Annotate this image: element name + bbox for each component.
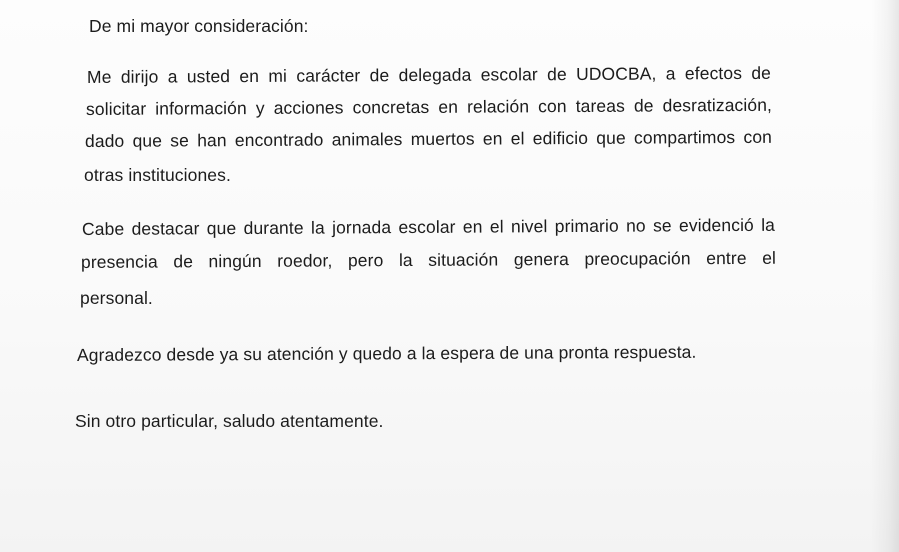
paragraph-1-line-2: solicitar información y acciones concretas en relación con tareas de desratización, (85, 94, 773, 119)
letter-closing: Sin otro particular, saludo atentamente. (75, 411, 384, 431)
paragraph-2-line-3: personal. (80, 288, 153, 308)
paragraph-3: Agradezco desde ya su atención y quedo a la espera de una pronta respuesta. (76, 341, 697, 365)
paragraph-2-line-2: presencia de ningún roedor, pero la situación genera preocupación entre el (80, 247, 777, 272)
paragraph-1-line-3: dado que se han encontrado animales muertos en el edificio que compartimos con (84, 126, 773, 151)
letter-greeting: De mi mayor consideración: (89, 16, 309, 36)
paragraph-1-line-4: otras instituciones. (84, 165, 231, 185)
paragraph-2-line-1: Cabe destacar que durante la jornada escolar en el nivel primario no se evidenció la (81, 214, 776, 239)
paragraph-1-line-1: Me dirijo a usted en mi carácter de delegada escolar de UDOCBA, a efectos de (86, 62, 772, 87)
page-edge-shadow (871, 0, 899, 552)
